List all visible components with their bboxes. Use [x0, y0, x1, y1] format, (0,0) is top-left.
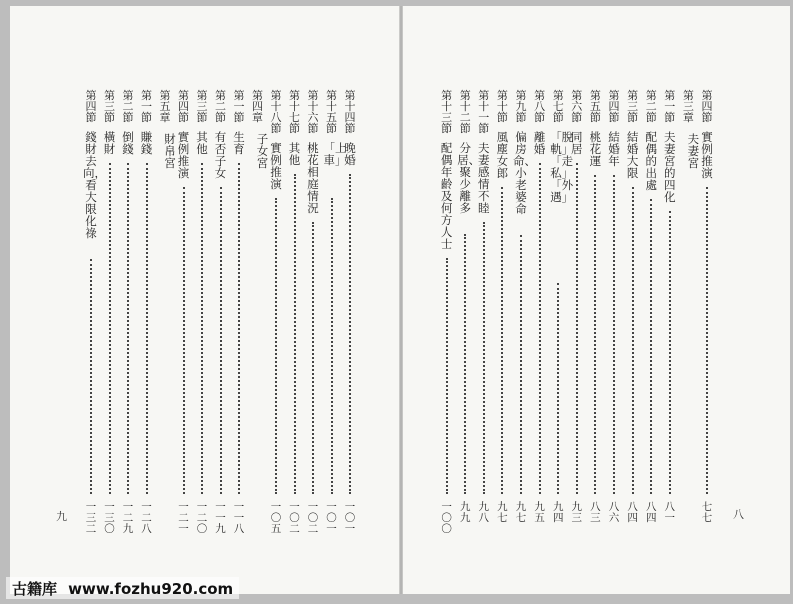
book-spread [10, 6, 790, 594]
site-url[interactable]: www.fozhu920.com [68, 580, 234, 598]
section-number: 第三節 [104, 89, 115, 124]
section-number: 第一節 [141, 89, 152, 124]
section-number: 第十四節 [344, 89, 356, 135]
toc-entry[interactable] [493, 90, 511, 538]
chapter-heading [249, 90, 267, 538]
section-title: 配偶的出處 [645, 130, 657, 192]
leader-dots [90, 259, 92, 494]
section-title: 橫財 [103, 130, 116, 156]
leader-dots [520, 235, 522, 494]
section-title: 賺錢 [140, 130, 153, 156]
page-number: 一〇二 [289, 501, 300, 535]
right-folio: 八 [733, 508, 744, 521]
section-number: 第十六節 [307, 89, 319, 135]
section-title: 有否子女 [214, 130, 227, 180]
section-number: 第六節 [571, 89, 583, 124]
section-title: 分居、聚少離多 [457, 141, 481, 215]
toc-entry[interactable] [549, 89, 574, 538]
leader-dots [613, 175, 615, 494]
section-number: 第四節 [701, 89, 713, 124]
toc-entry[interactable] [286, 90, 304, 538]
page-number: 九九 [459, 501, 471, 524]
page-number: 九四 [552, 501, 564, 524]
leader-dots [275, 198, 277, 494]
section-title: 夫妻宮 [687, 132, 700, 170]
section-title: 偏房命、小老婆命 [513, 130, 536, 216]
page-number: 八六 [608, 501, 620, 524]
page-number: 九七 [515, 501, 527, 524]
section-title: 生育 [233, 130, 245, 156]
left-folio: 九 [56, 510, 67, 523]
page-number: 一〇一 [326, 501, 337, 535]
page-number: 一二九 [122, 501, 134, 535]
leader-dots [576, 163, 578, 494]
page-number: 一一九 [215, 501, 226, 535]
page-number: 九三 [571, 501, 583, 524]
left-page [10, 6, 399, 594]
site-name: 古籍库 [12, 580, 58, 598]
right-page [403, 6, 790, 594]
section-number: 第十八節 [270, 89, 282, 135]
section-number: 第四章 [252, 89, 263, 124]
leader-dots [706, 187, 708, 494]
page-number: 九五 [534, 501, 545, 524]
toc-entry[interactable] [438, 90, 456, 538]
toc-entry[interactable] [212, 90, 230, 538]
section-number: 第四節 [85, 89, 97, 124]
section-title: 實例推演 [701, 130, 713, 180]
leader-dots [109, 163, 111, 494]
section-title: 桃花運 [589, 130, 602, 168]
toc-entry[interactable] [193, 90, 211, 538]
page-number: 一〇五 [270, 501, 282, 535]
section-title: 實例推演 [177, 130, 190, 180]
leader-dots [312, 222, 314, 494]
section-number: 第七節 [552, 89, 564, 124]
chapter-heading [679, 89, 700, 538]
section-number: 第四節 [608, 89, 620, 124]
page-number: 九八 [478, 501, 490, 524]
section-number: 第十七節 [289, 89, 300, 135]
section-number: 第八節 [534, 89, 546, 124]
toc-entry[interactable] [624, 90, 642, 538]
toc-entry[interactable] [82, 89, 106, 538]
section-number: 第十二節 [459, 89, 471, 135]
leader-dots [238, 163, 240, 494]
leader-dots [446, 258, 448, 494]
page-number: 一〇一 [344, 501, 356, 535]
section-title: 結婚年 [608, 130, 620, 168]
toc-entry[interactable] [101, 90, 119, 538]
page-number: 一一八 [233, 501, 245, 535]
leader-dots [632, 187, 634, 494]
section-number: 第十節 [496, 89, 508, 124]
leader-dots [220, 187, 222, 494]
page-number: 一二八 [141, 501, 152, 535]
leader-dots [650, 199, 652, 494]
toc-entry[interactable] [456, 89, 481, 538]
section-number: 第三節 [627, 89, 639, 124]
section-title: 桃花相庭情況 [307, 141, 319, 215]
section-number: 第十五節 [326, 89, 337, 135]
page-number: 一二一 [178, 501, 189, 535]
section-title: 財帛宮 [164, 132, 176, 170]
page-number: 八四 [645, 501, 657, 524]
page-number: 九七 [497, 501, 508, 524]
section-number: 第三章 [682, 89, 694, 124]
section-title: 離婚 [533, 130, 546, 156]
page-number: 八三 [590, 501, 601, 524]
leader-dots [349, 174, 351, 494]
section-number: 第二節 [215, 89, 226, 124]
section-title: 其他 [288, 141, 301, 167]
toc-entry[interactable] [512, 89, 536, 538]
leader-dots [146, 163, 148, 494]
toc-entry[interactable] [230, 90, 248, 538]
section-title: 錢財去向，看大限化祿 [83, 130, 106, 240]
section-title: 倒錢 [122, 130, 134, 156]
toc-entry[interactable] [586, 90, 604, 538]
page-number: 八一 [664, 501, 676, 524]
section-title: 風塵女郎 [496, 130, 509, 180]
leader-dots [183, 187, 185, 494]
toc-entry[interactable] [605, 90, 623, 538]
section-title: 其他 [196, 130, 208, 156]
toc-entry[interactable] [304, 90, 322, 538]
section-title: 「上車」 [323, 141, 347, 167]
leader-dots [483, 222, 485, 494]
toc-entry[interactable] [138, 90, 156, 538]
section-title: 晚婚 [344, 141, 356, 167]
page-number: 一三二 [85, 501, 97, 535]
section-number: 第十三節 [441, 89, 453, 135]
leader-dots [669, 211, 671, 494]
section-title: 實例推演 [270, 141, 282, 191]
toc-entry[interactable] [661, 90, 679, 538]
section-title: 夫妻感情不睦 [478, 141, 490, 215]
section-number: 第五章 [159, 89, 171, 124]
leader-dots [539, 163, 541, 494]
leader-dots [331, 198, 333, 494]
page-number: 一〇二 [307, 501, 319, 535]
leader-dots [127, 163, 129, 494]
section-number: 第二節 [122, 89, 134, 124]
section-title: 配偶年齡及何方人士 [440, 141, 453, 251]
section-number: 第一節 [664, 89, 676, 124]
page-number: 七七 [701, 501, 713, 524]
section-number: 第一節 [233, 89, 245, 124]
section-number: 第三節 [196, 89, 208, 124]
page-number: 八四 [627, 501, 638, 524]
toc-entry[interactable] [119, 90, 137, 538]
page-number: 一〇〇 [441, 501, 452, 535]
watermark-footer [6, 577, 239, 599]
leader-dots [594, 175, 596, 494]
section-title: 夫妻宮的四化 [664, 130, 676, 204]
section-number: 第十一節 [478, 89, 490, 135]
toc-entry[interactable] [323, 89, 347, 538]
section-title: 子女宮 [256, 132, 269, 170]
leader-dots [201, 163, 203, 494]
leader-dots [501, 187, 503, 494]
page-number: 一三〇 [104, 501, 115, 535]
section-title: 「脫軌」「走私」「外遇」 [550, 130, 574, 204]
page-number: 一二〇 [196, 501, 208, 535]
leader-dots [464, 234, 466, 494]
section-number: 第九節 [515, 89, 527, 124]
chapter-heading [156, 90, 174, 538]
section-number: 第二節 [645, 89, 657, 124]
section-title: 結婚大限 [626, 130, 639, 180]
section-number: 第五節 [589, 89, 601, 124]
leader-dots [557, 283, 559, 494]
leader-dots [294, 174, 296, 494]
section-number: 第四節 [178, 89, 189, 124]
toc-entry[interactable] [642, 90, 660, 538]
section-title: 同居 [571, 130, 583, 156]
